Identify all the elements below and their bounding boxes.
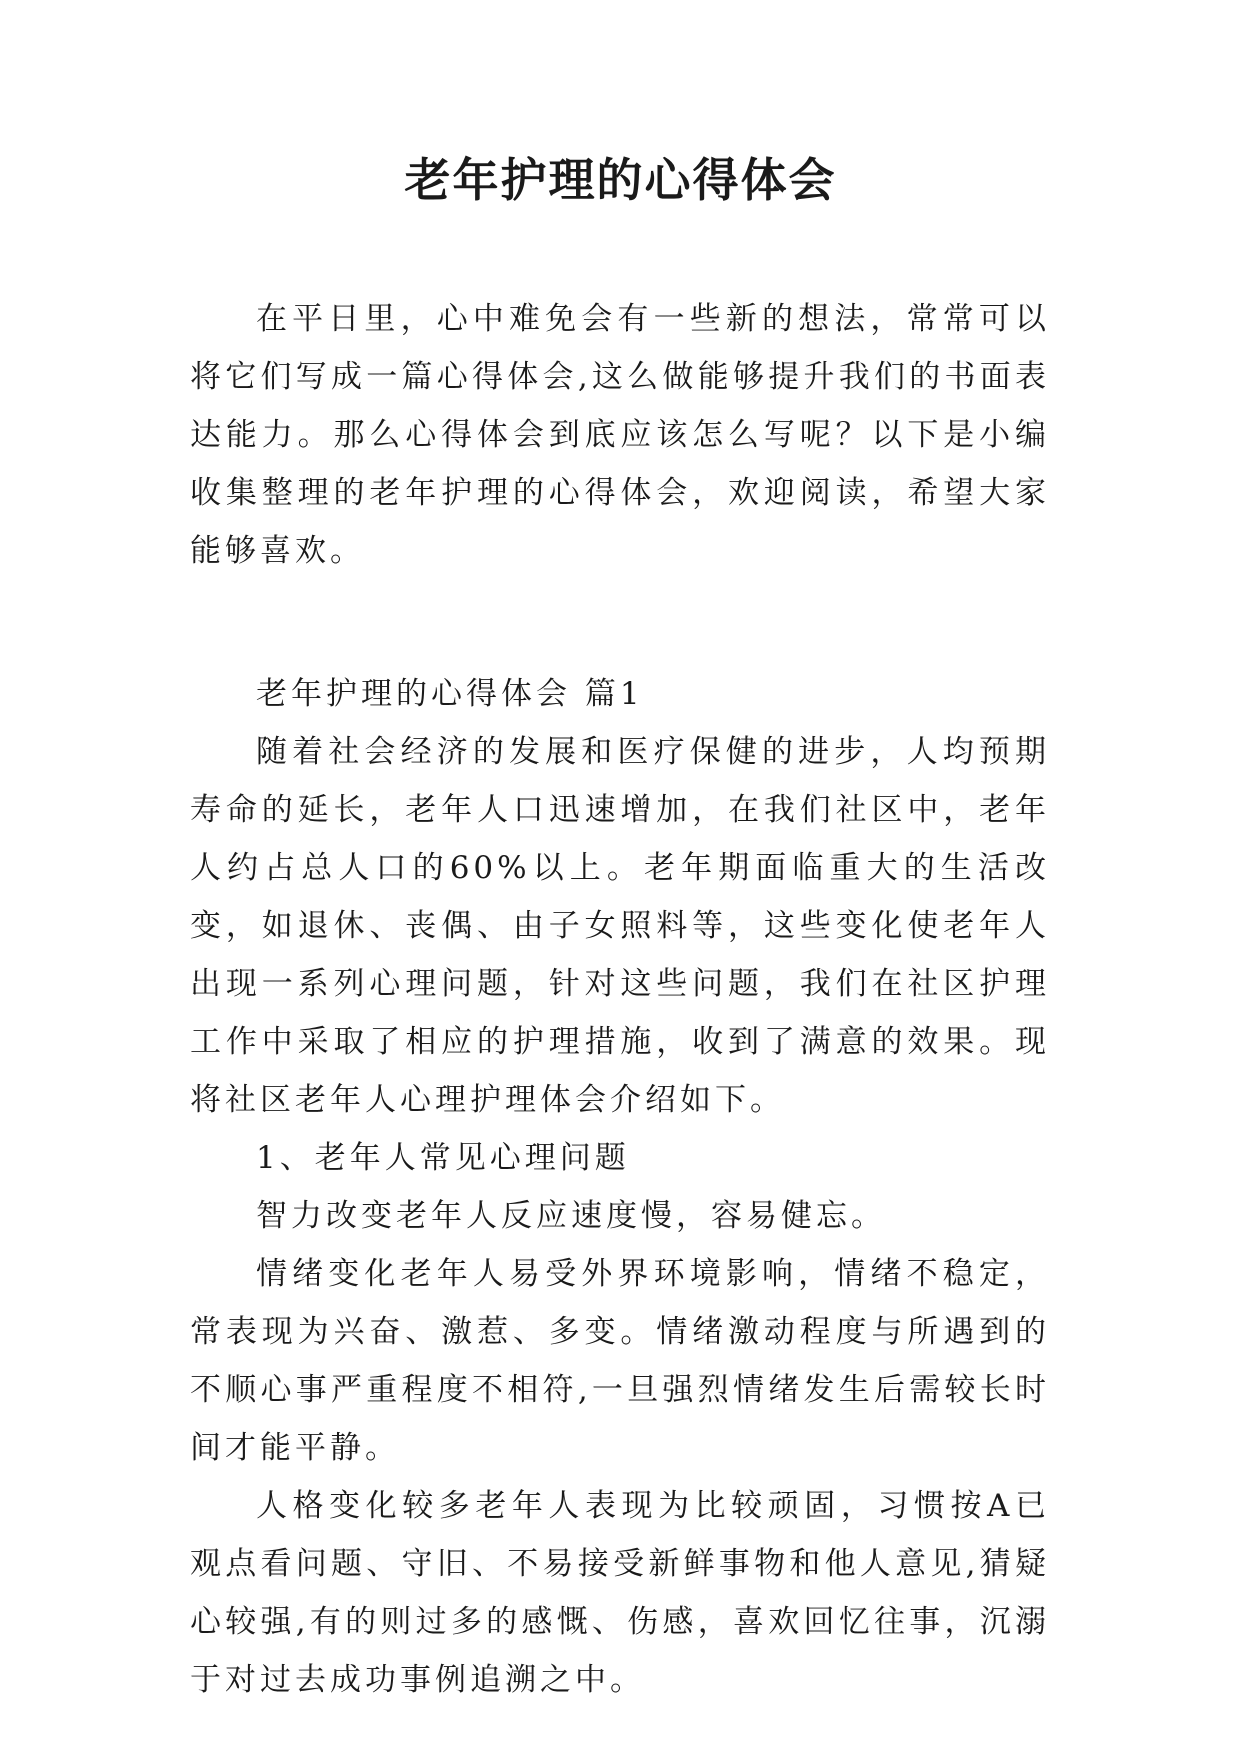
body-paragraph: 情绪变化老年人易受外界环境影响，情绪不稳定，常表现为兴奋、激惹、多变。情绪激动程度与所遇到的不顺心事严重程度不相符,一旦强烈情绪发生后需较长时间才能平静。 <box>190 1256 1050 1466</box>
body-paragraph: 人格变化较多老年人表现为比较顽固，习惯按A已观点看问题、守旧、不易接受新鲜事物和他人意见,猜疑心较强,有的则过多的感慨、伤感，喜欢回忆往事，沉溺于对过去成功事例追溯之中。 <box>190 1488 1050 1698</box>
body-paragraph: 随着社会经济的发展和医疗保健的进步，人均预期寿命的延长，老年人口迅速增加，在我们社区中，老年人约占总人口的60%以上。老年期面临重大的生活改变，如退休、丧偶、由子女照料等，这些变化使老年人出现一系列心理问题，针对这些问题，我们在社区护理工作中采取了相应的护理措施，收到了满意的效果。现将社区老年人心理护理体会介绍如下。 <box>190 734 1050 1118</box>
section-heading: 老年护理的心得体会 篇1 <box>256 676 644 712</box>
intro-paragraph: 在平日里，心中难免会有一些新的想法，常常可以将它们写成一篇心得体会,这么做能够提升我们的书面表达能力。那么心得体会到底应该怎么写呢？以下是小编收集整理的老年护理的心得体会，欢迎阅读，希望大家能够喜欢。 <box>190 301 1050 569</box>
body-paragraph: 智力改变老年人反应速度慢，容易健忘。 <box>256 1198 886 1234</box>
document-body <box>190 290 1050 1709</box>
subsection-heading: 1、老年人常见心理问题 <box>256 1140 630 1176</box>
document-title: 老年护理的心得体会 <box>404 153 837 207</box>
